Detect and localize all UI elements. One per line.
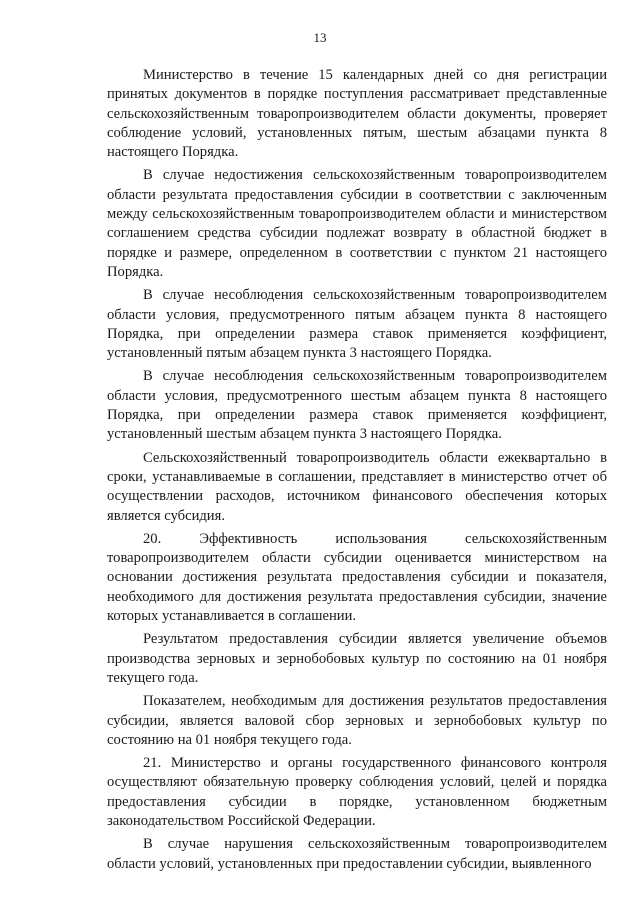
paragraph-review-period: Министерство в течение 15 календарных дней со дня регистрации принятых документов в порядке поступления рассматривает представленные сельскохозяйственным товаропроизводителем области документы, проверяет соблюдение условий, установленных пятым, шестым абзацами пункта 8 настоящего Порядка. <box>107 67 607 161</box>
paragraph-violation-case: В случае нарушения сельскохозяйственным товаропроизводителем области условий, установленных при предоставлении субсидии, выявленного <box>107 836 607 872</box>
paragraph-quarterly-report: Сельскохозяйственный товаропроизводитель области ежеквартально в сроки, устанавливаемые в соглашении, представляет в министерство отчет об осуществлении расходов, источником финансового обеспечения которых является субсидия. <box>107 449 607 524</box>
paragraph-item-20-efficiency: 20. Эффективность использования сельскохозяйственным товаропроизводителем области субсидии оценивается министерством на основании достижения результата предоставления субсидии и показателя, необходимого для достижения результата предоставления субсидии, значение которых устанавливается в соглашении. <box>107 530 607 625</box>
paragraph-result-not-achieved: В случае недостижения сельскохозяйственным товаропроизводителем области результата предоставления субсидии в соответствии с заключенным между сельскохозяйственным товаропроизводителем области и министерством соглашением средства субсидии подлежат возврату в областной бюджет в порядке и размере, определенном в соответствии с пунктом 21 настоящего Порядка. <box>107 167 607 280</box>
paragraph-sixth-clause-violation: В случае несоблюдения сельскохозяйственным товаропроизводителем области условия, предусмотренного шестым абзацем пункта 8 настоящего Порядка, при определении размера ставок применяется коэффициент, установленный шестым абзацем пункта 3 настоящего Порядка. <box>107 368 607 443</box>
paragraph-item-21-control: 21. Министерство и органы государственного финансового контроля осуществляют обязательную проверку соблюдения условий, целей и порядка предоставления субсидии в порядке, установленном бюджетным законодательством Российской Федерации. <box>107 755 607 829</box>
paragraph-subsidy-result: Результатом предоставления субсидии является увеличение объемов производства зерновых и зернобобовых культур по состоянию на 01 ноября текущего года. <box>107 631 607 686</box>
document-body <box>107 66 607 878</box>
paragraph-fifth-clause-violation: В случае несоблюдения сельскохозяйственным товаропроизводителем области условия, предусмотренного пятым абзацем пункта 8 настоящего Порядка, при определении размера ставок применяется коэффициент, установленный пятым абзацем пункта 3 настоящего Порядка. <box>107 287 607 362</box>
page-number: 13 <box>313 30 327 45</box>
paragraph-subsidy-indicator: Показателем, необходимым для достижения результатов предоставления субсидии, является валовой сбор зерновых и зернобобовых культур по состоянию на 01 ноября текущего года. <box>107 693 607 748</box>
